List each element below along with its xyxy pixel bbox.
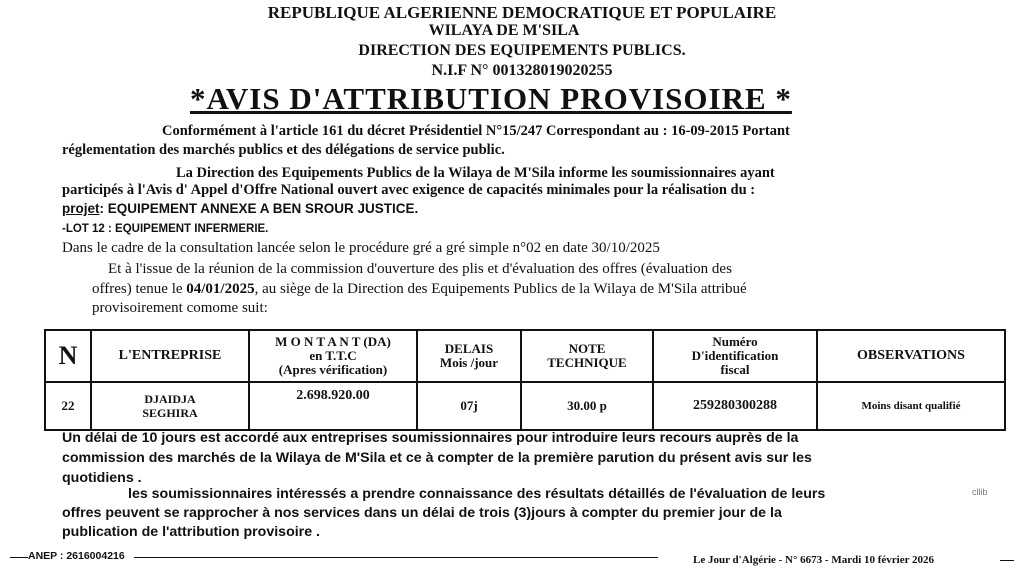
footer-rule-left <box>10 557 28 558</box>
col-montant-header <box>249 330 417 382</box>
meeting-date: 04/01/2025 <box>186 281 255 297</box>
delais-header-line2: Mois /jour <box>439 355 499 370</box>
col-n-header: N <box>45 330 91 382</box>
cell-note: 30.00 p <box>521 382 653 430</box>
para5-line2: commission des marchés de la Wilaya de M'Sila et ce à compter de la première parution du présent avis sur les <box>62 450 812 466</box>
para5-line1: Un délai de 10 jours est accordé aux entreprises soumissionnaires pour introduire leurs recours auprès de la <box>62 430 799 446</box>
para6-line3: publication de l'attribution provisoire . <box>62 524 320 540</box>
para4-line3: provisoirement comome suit: <box>92 300 268 316</box>
table-header-row <box>45 330 1005 382</box>
note-header-line2: TECHNIQUE <box>547 355 627 370</box>
delais-header-line1: DELAIS <box>444 341 494 356</box>
entreprise-line2: SEGHIRA <box>142 406 198 420</box>
nif-header-line2: D'identification <box>691 348 779 363</box>
projet-label: projet <box>62 201 100 216</box>
header-republic: REPUBLIQUE ALGERIENNE DEMOCRATIQUE ET POPULAIRE <box>267 3 777 22</box>
para1-line1: Conformément à l'article 161 du décret Présidentiel N°15/247 Correspondant au : 16-09-2015 Portant <box>162 123 790 139</box>
cell-entreprise <box>91 382 249 430</box>
para3-line1: Dans le cadre de la consultation lancée selon le procédure gré a gré simple n°02 en date 30/10/2025 <box>62 240 660 256</box>
para2-projet <box>62 200 418 217</box>
cell-montant: 2.698.920.00 <box>249 382 417 430</box>
para2-line1: La Direction des Equipements Publics de la Wilaya de M'Sila informe les soumissionnaires ayant <box>176 165 775 181</box>
col-note-header <box>521 330 653 382</box>
montant-header-line2: en T.T.C <box>309 348 357 363</box>
nif-header-line3: fiscal <box>720 362 750 377</box>
header-direction: DIRECTION DES EQUIPEMENTS PUBLICS. <box>358 42 686 59</box>
journal-reference: Le Jour d'Algérie - N° 6673 - Mardi 10 février 2026 <box>693 554 935 566</box>
col-nif-header <box>653 330 817 382</box>
para1-line2: réglementation des marchés publics et des délégations de service public. <box>62 142 505 158</box>
entreprise-line1: DJAIDJA <box>144 392 196 406</box>
cell-nif: 259280300288 <box>653 382 817 430</box>
footer-rule-middle <box>134 557 658 558</box>
footer-rule-right <box>1000 560 1014 561</box>
col-entreprise-header: L'ENTREPRISE <box>91 330 249 382</box>
col-observations-header: OBSERVATIONS <box>817 330 1005 382</box>
nif-header-line1: Numéro <box>712 334 758 349</box>
projet-value: : EQUIPEMENT ANNEXE A BEN SROUR JUSTICE. <box>99 201 419 216</box>
table-row <box>45 382 1005 430</box>
anep-reference: ANEP : 2616004216 <box>28 550 125 562</box>
cell-observations: Moins disant qualifié <box>817 382 1005 430</box>
para6-line2: offres peuvent se rapprocher à nos services dans un délai de trois (3)jours à compter du premier jour de la <box>62 505 782 521</box>
montant-header-line3: (Apres vérification) <box>278 362 388 377</box>
para4-line1: Et à l'issue de la réunion de la commission d'ouverture des plis et d'évaluation des offres (évaluation des <box>108 261 732 277</box>
notice-title: *AVIS D'ATTRIBUTION PROVISOIRE * <box>190 81 792 116</box>
header-nif: N.I.F N° 001328019020255 <box>431 62 613 79</box>
para5-line3: quotidiens . <box>62 470 142 486</box>
para4-line2 <box>92 281 747 298</box>
para4-text-b: , au siège de la Direction des Equipements Publics de la Wilaya de M'Sila attribué <box>254 281 747 297</box>
para4-text-a: offres) tenue le <box>92 281 187 297</box>
cell-n: 22 <box>45 382 91 430</box>
montant-header-line1: M O N T A N T (DA) <box>275 334 391 349</box>
para2-lot: -LOT 12 : EQUIPEMENT INFERMERIE. <box>62 223 269 235</box>
note-header-line1: NOTE <box>568 341 606 356</box>
cell-delais: 07j <box>417 382 521 430</box>
para6-line1: les soumissionnaires intéressés a prendre connaissance des résultats détaillés de l'évaluation de leurs <box>128 486 826 502</box>
header-wilaya: WILAYA DE M'SILA <box>428 22 580 39</box>
col-delais-header <box>417 330 521 382</box>
attribution-table <box>44 329 1006 431</box>
margin-mark: cllib <box>972 487 988 497</box>
para2-line2: participés à l'Avis d' Appel d'Offre National ouvert avec exigence de capacités minimales pour la réalisation du : <box>62 182 756 198</box>
